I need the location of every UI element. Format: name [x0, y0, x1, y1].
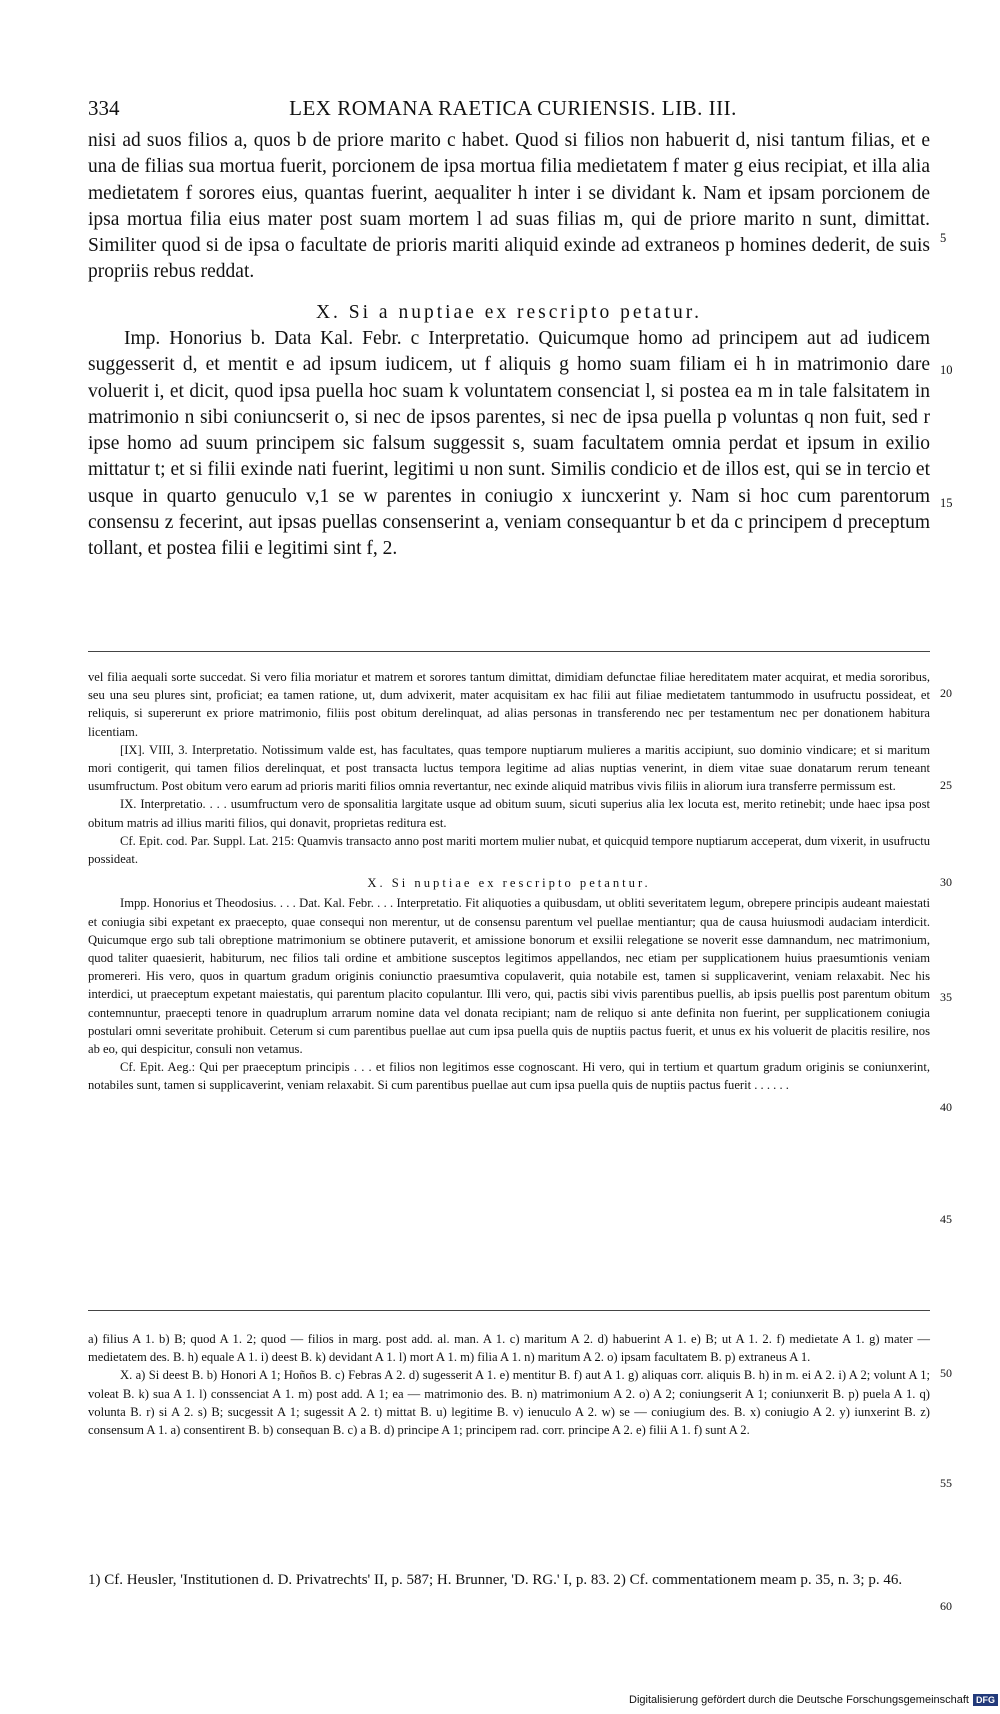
line-number: 25 — [940, 778, 952, 792]
commentary-paragraph: Cf. Epit. cod. Par. Suppl. Lat. 215: Quamvis transacto anno post mariti mortem mulier nubat, et quicquid tempore nuptiarum acceperat, dum vixerit, in usufructu possideat. — [88, 833, 931, 867]
apparatus-paragraph: X. a) Si deest B. b) Honori A 1; Hoños B. c) Febras A 2. d) sugesserit A 1. e) mentitur B. f) aut A 1. g) aliquas corr. aliquis B. h) in m. ei A 2. i) A 2; volunt A 1; voleat B. k) sua A 1. l) conssenciat A 1. m) post add. A 1; ea — matrimonio des. B. n) matrimonium A 2. o) A 2; coniungserit A 1; coniunxerit B. p) puela A 1. q) volunta B. r) si A 2. s) B; sucgessit A 1; sugessit A 2. t) mittat B. u) legitime B. v) ienuculo A 2. w) se — coniugium des. B. x) coniugio A 2. y) iunxerint B. z) consensum A 1. a) consentirent B. b) consequan B. c) a B. d) principe A 1; principem rad. corr. principe A 2. e) filii A 1. f) sunt A 2. — [88, 1368, 930, 1438]
commentary-paragraph: Impp. Honorius et Theodosius. . . . Dat. Kal. Febr. . . . Interpretatio. Fit aliquoties a quibusdam, ut obliti severitatem legum, obrepere principis audeant maiestati et coniugia sibi expetant ex praecepto, quae consequi non merentur, ut de consensu parentum vel puellae mentiantur; qua de causa huiusmodi audaciam interdicit. Quicumque ergo sub tali obreptione matrimonium se obtinere putaverit, et amissione bonorum et exsilii relegatione se noverit esse damnandum, nec matrimonium, quod taliter quaesierit, habiturum, nec filios tali ordine et ambitione susceptos legitimos appellandos, nec etiam per supplicationem huius praesumtionis veniam promereri. His vero, quos in quartum gradum originis coniunctio praesumtiva copulaverit, quia notabile est, tamen si supplicaverint, veniam relaxabit. Nec his interdici, ut praeceptum expetant maiestatis, qui parentum placito copulantur. Illi vero, qui, pactis sibi vivis parentibus puellis, ab ipsis puellis post parentum obitum contemnuntur, praecepti tenore in quadruplum arrarum nomine data vel donata recipiant; nam de reliquo si ante definita non fuerint, per supplicationem coniugia postulari omni severitate prohibuit. Ceterum si cum parentibus puellae aut cum ipsa puella quis de nuptiis pactus fuerit, et unus ex his voluerit de placitis resilire, nos ab eo, qui despicitur, consuli non vetamus. — [88, 896, 930, 1057]
separator-rule — [88, 1310, 930, 1311]
running-title: LEX ROMANA RAETICA CURIENSIS. LIB. III. — [289, 96, 737, 120]
section-heading: X. Si a nuptiae ex rescripto petatur. — [315, 302, 703, 323]
apparatus-paragraph: a) filius A 1. b) B; quod A 1. 2; quod — filios in marg. post add. al. man. A 1. c) maritum A 2. d) habuerint A 1. e) B; ut A 1. 2. f) medietate A 1. g) mater — medietatem des. B. h) equale A 1. i) deest B. k) devidant A 1. l) mort A 1. m) filia A 1. n) maritum A 2. o) ipsam facultatem B. p) extraneus A 1. — [88, 1332, 930, 1365]
line-number: 30 — [940, 875, 952, 889]
commentary-paragraph: Cf. Epit. Aeg.: Qui per praeceptum principis . . . et filios non legitimos esse cognoscant. Hi vero, qui in tertium et quartum gradum originis se coniunxerint, notabiles sunt, tamen si supplicaverint, veniam relaxabit. Si cum parentibus puellae aut cum ipsa puella quis de nuptiis pactus fuerit . . . . . . — [88, 1060, 930, 1093]
main-text-para1: nisi ad suos filios a, quos b de priore marito c habet. Quod si filios non habuerit d, nisi tantum filias, et e una de filias sua mortua fuerit, porcionem de ipsa mortua filia medietatem f mater g eius recipiat, et illa alia medietatem f sorores eius, quantas fuerint, aequaliter h inter i se dividant k. Nam et ipsam porcionem de ipsa mortua filia eius mater post suam mortem l ad suas filias m, qui de priore marito n sunt, dimittat. Similiter quod si de ipsa o facultate de prioris mariti aliquid exinde ad extraneos p homines dederit, de suis propriis rebus reddat. — [88, 130, 930, 283]
commentary-paragraph: IX. Interpretatio. . . . usumfructum vero de sponsalitia largitate usque ad obitum suum, sicuti superius alia lex locuta est, merito retinebit; unde haec ipsa post obitum matris ad illius mariti filios, qui donavit, proprietas reditura est. — [88, 797, 930, 830]
line-number: 50 — [940, 1366, 952, 1380]
line-number: 10 — [940, 363, 953, 377]
line-number: 20 — [940, 686, 952, 700]
page-header — [88, 92, 938, 126]
commentary-heading: X. Si nuptiae ex rescripto petantur. — [367, 876, 651, 891]
line-number: 40 — [940, 1100, 952, 1114]
critical-apparatus — [88, 1330, 930, 1439]
commentary-paragraph: vel filia aequali sorte succedat. Si vero filia moriatur et matrem et sorores tantum dimittat, dimidiam defunctae filiae hereditatem mater acquirat, et media sororibus, seu una seu plures sint, proficiat; ea tamen ratione, ut, dum advixerit, mater acquisitam ex hac filii aut filiae medietatem tantummodo in usufructu possideat, et reliquis, si supererunt ex priore matrimonio, filiis post obitum derelinquat, ad alias personas in transferendo nec per testamentum nec per donationem habitura licentiam. — [88, 670, 930, 739]
line-number: 60 — [940, 1599, 952, 1613]
separator-rule — [88, 651, 930, 652]
line-number: 45 — [940, 1212, 952, 1226]
line-number: 5 — [940, 231, 947, 245]
commentary-paragraph: [IX]. VIII, 3. Interpretatio. Notissimum valde est, has facultates, quas tempore nuptiarum mulieres a maritis accipiunt, suo dominio vindicare; et si maritum mori contigerit, qui tamen filios derelinquat, et post transacta luctus tempora legitime ad alias nuptias venerint, in diem vitae suae donatarum rerum teneant usumfructum. Post obitum vero earum ad prioris mariti filios omnia revertantur, nec exinde aliquid matribus vivis filiis in aliorum iura transferre permissum est. — [88, 742, 930, 794]
digitization-footer — [629, 1694, 998, 1706]
commentary — [88, 668, 930, 1095]
dfg-logo: DFG — [973, 1694, 998, 1706]
page-number: 334 — [88, 96, 120, 120]
line-number: 35 — [940, 990, 952, 1004]
line-number: 15 — [940, 496, 953, 510]
line-number: 55 — [940, 1476, 952, 1490]
main-text-para2: Imp. Honorius b. Data Kal. Febr. c Interpretatio. Quicumque homo ad principem aut ad iudicem suggesserit d, et mentit e ad ipsum iudicem, ut f aliquis g homo suam filiam ei h in matrimonio dare voluerit i, et dicit, quod ipsa puella hoc suam k voluntatem consenciat l, si postea ea m in tale falsitatem in matrimonio n sibi coniuncserit o, si nec de ipsos parentes, si nec de ipsa puella p voluntas q non fuit, sed r ipse homo ad suum principem sic falsum suggessit s, suam facultatem omnia perdat et ipsum in exilio mittatur t; et si filii exinde nati fuerint, legitimi u non sunt. Similis condicio et de illos est, qui se in tercio et usque in quarto genuculo v,1 se w parentes in coniugio x iuncxerint y. Nam si hoc cum parentorum consensu z fecerint, aut ipsas puellas consenserint a, veniam consequantur b et da c principem d preceptum tollant, et postea filii e legitimi sint f, 2. — [88, 328, 930, 560]
footer-credit: Digitalisierung gefördert durch die Deutsche Forschungsgemeinschaft — [629, 1694, 969, 1706]
footnotes: 1) Cf. Heusler, 'Institutionen d. D. Privatrechts' II, p. 587; H. Brunner, 'D. RG.' I, p. 83. 2) Cf. commentationem meam p. 35, n. 3; p. 46. — [88, 1572, 903, 1588]
